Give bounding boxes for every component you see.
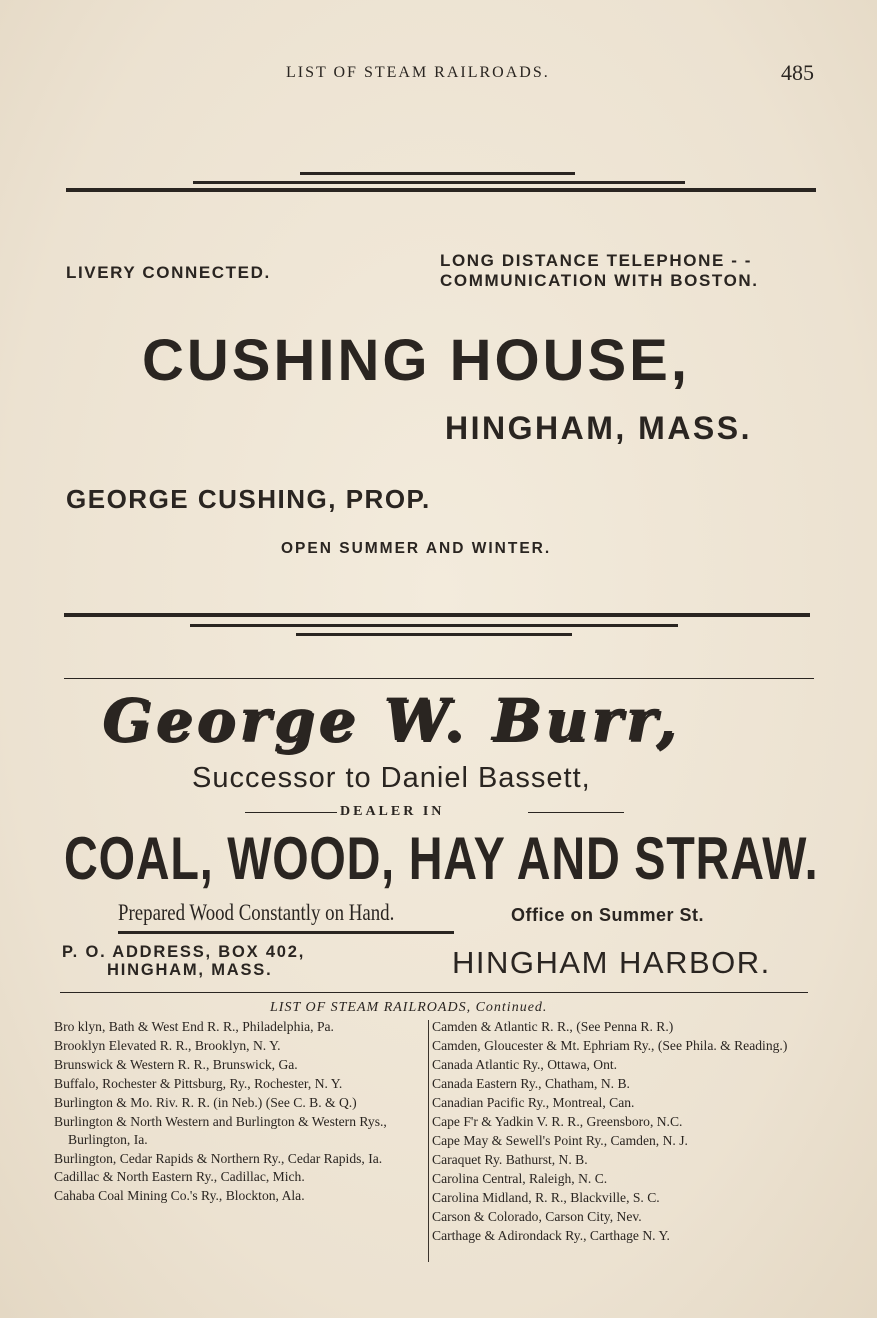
list-item: Cape F'r & Yadkin V. R. R., Greensboro, N.C. bbox=[432, 1113, 683, 1129]
office-text: Office on Summer St. bbox=[511, 905, 705, 925]
po-address-line1: P. O. ADDRESS, BOX 402, bbox=[62, 943, 306, 961]
list-item: Carolina Central, Raleigh, N. C. bbox=[432, 1170, 608, 1186]
railroad-list-left-column bbox=[54, 1018, 424, 1206]
list-item: Burlington & Mo. Riv. R. R. (in Neb.) (See C. B. & Q.) bbox=[54, 1094, 357, 1110]
cushing-location: HINGHAM, MASS. bbox=[445, 410, 752, 446]
decorative-rule bbox=[193, 181, 685, 184]
telephone-text-line2: COMMUNICATION WITH BOSTON. bbox=[440, 271, 759, 290]
cushing-house-title: CUSHING HOUSE, bbox=[142, 328, 690, 393]
successor-text: Successor to Daniel Bassett, bbox=[192, 762, 591, 794]
page-number: 485 bbox=[781, 60, 814, 85]
list-item: Burlington, Cedar Rapids & Northern Ry., Cedar Rapids, Ia. bbox=[54, 1150, 383, 1166]
dealer-rule-right bbox=[528, 812, 624, 813]
list-item: Canada Eastern Ry., Chatham, N. B. bbox=[432, 1075, 630, 1091]
ad-border-bottom bbox=[60, 992, 808, 993]
railroad-list-heading: LIST OF STEAM RAILROADS, Continued. bbox=[270, 1000, 548, 1015]
column-divider bbox=[428, 1020, 429, 1262]
list-item: Burlington & North Western and Burlington & Western Rys., Burlington, Ia. bbox=[54, 1113, 387, 1147]
decorative-rule bbox=[296, 633, 572, 636]
list-item: Canada Atlantic Ry., Ottawa, Ont. bbox=[432, 1056, 618, 1072]
running-head: LIST OF STEAM RAILROADS. bbox=[286, 64, 550, 81]
burr-name: George W. Burr, bbox=[102, 686, 681, 754]
list-item: Bro klyn, Bath & West End R. R., Philadelphia, Pa. bbox=[54, 1019, 334, 1034]
proprietor-text: GEORGE CUSHING, PROP. bbox=[66, 484, 431, 514]
prepared-underline bbox=[118, 931, 454, 934]
decorative-rule bbox=[64, 613, 810, 617]
list-item: Carson & Colorado, Carson City, Nev. bbox=[432, 1208, 642, 1224]
list-item: Cahaba Coal Mining Co.'s Ry., Blockton, Ala. bbox=[54, 1188, 305, 1204]
list-item: Cadillac & North Eastern Ry., Cadillac, Mich. bbox=[54, 1169, 305, 1185]
list-item: Brunswick & Western R. R., Brunswick, Ga. bbox=[54, 1056, 298, 1072]
dealer-text: DEALER IN bbox=[340, 804, 445, 819]
goods-title: COAL, WOOD, HAY AND STRAW. bbox=[64, 825, 819, 892]
decorative-rule bbox=[300, 172, 575, 175]
list-item: Caraquet Ry. Bathurst, N. B. bbox=[432, 1151, 588, 1167]
telephone-text-line1: LONG DISTANCE TELEPHONE - - bbox=[440, 251, 753, 270]
list-item: Camden, Gloucester & Mt. Ephriam Ry., (See Phila. & Reading.) bbox=[432, 1037, 788, 1053]
hours-text: OPEN SUMMER AND WINTER. bbox=[281, 540, 552, 557]
list-item: Carthage & Adirondack Ry., Carthage N. Y. bbox=[432, 1227, 670, 1243]
railroad-list-right-column bbox=[432, 1018, 792, 1246]
ad-border-top bbox=[64, 678, 814, 679]
prepared-wood-text: Prepared Wood Constantly on Hand. bbox=[118, 900, 395, 925]
list-item: Brooklyn Elevated R. R., Brooklyn, N. Y. bbox=[54, 1037, 281, 1053]
list-item: Canadian Pacific Ry., Montreal, Can. bbox=[432, 1094, 635, 1110]
po-address-line2: HINGHAM, MASS. bbox=[107, 961, 273, 979]
livery-text: LIVERY CONNECTED. bbox=[66, 263, 271, 282]
list-item: Buffalo, Rochester & Pittsburg, Ry., Rochester, N. Y. bbox=[54, 1075, 343, 1091]
decorative-rule bbox=[190, 624, 678, 627]
list-item: Cape May & Sewell's Point Ry., Camden, N. J. bbox=[432, 1132, 688, 1148]
harbor-text: HINGHAM HARBOR. bbox=[452, 945, 771, 980]
list-item: Camden & Atlantic R. R., (See Penna R. R.) bbox=[432, 1019, 674, 1034]
list-item: Carolina Midland, R. R., Blackville, S. C. bbox=[432, 1189, 660, 1205]
dealer-rule-left bbox=[245, 812, 337, 813]
decorative-rule bbox=[66, 188, 816, 192]
